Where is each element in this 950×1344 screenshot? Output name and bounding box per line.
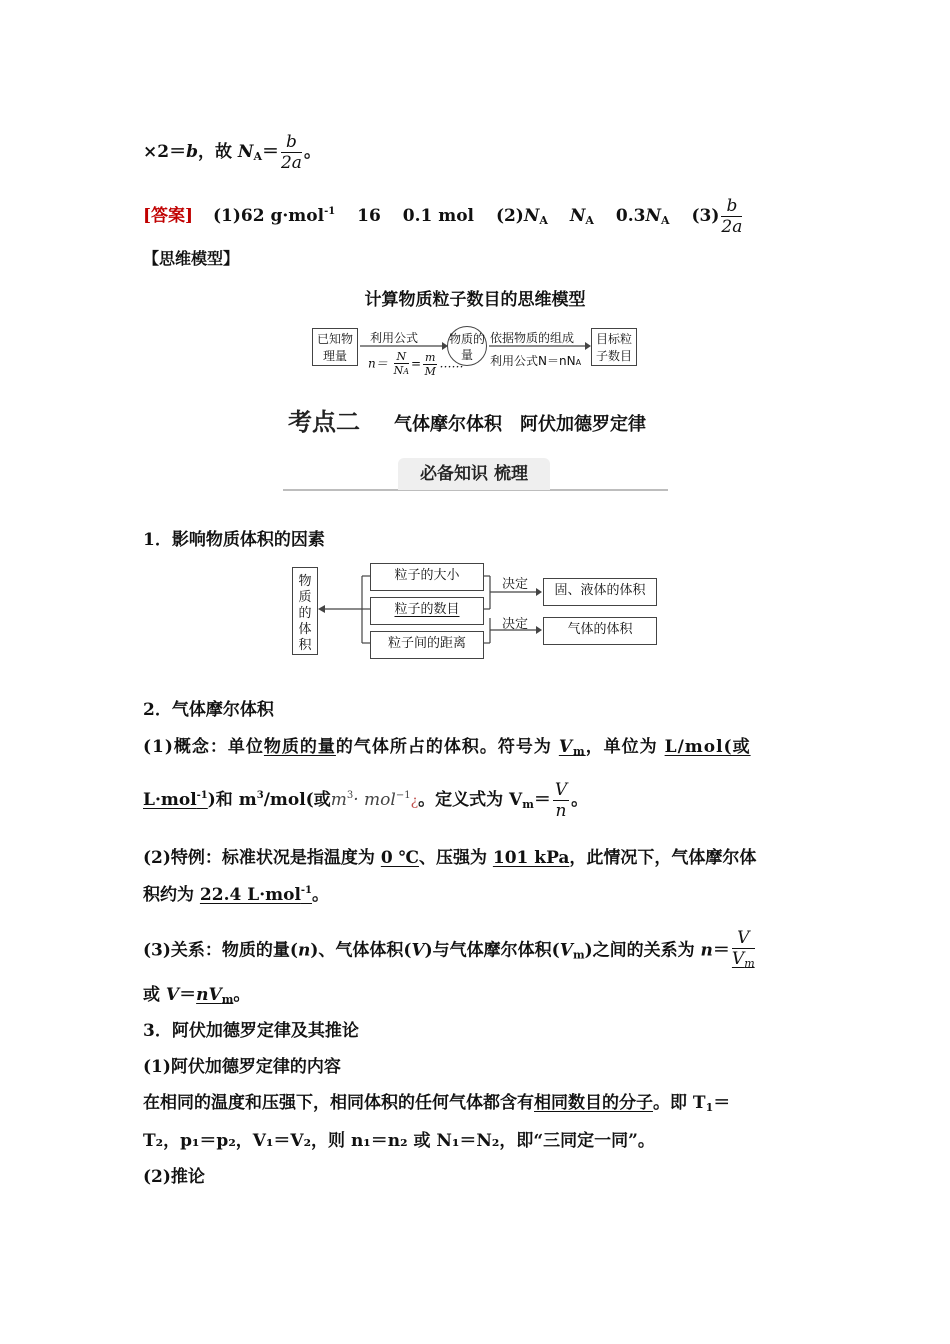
matter-volume-box: 物质的体积 xyxy=(292,567,318,655)
banner-text: 必备知识 梳理 xyxy=(398,458,550,490)
formula: n＝ $\frac{N}{NA}$ = $\frac{m}{M}$ …… xyxy=(368,350,464,378)
factor-size-box: 粒子的大小 xyxy=(370,563,484,591)
answer-tag: [答案] xyxy=(143,206,194,226)
decide-label-2: 决定 xyxy=(502,617,529,632)
section-label: 考点二 xyxy=(288,408,360,436)
s3-law-line: 在相同的温度和压强下，相同体积的任何气体都含有相同数目的分子。即 $T_1=$ xyxy=(143,1093,731,1114)
arrow1-label: 利用公式 xyxy=(370,331,419,345)
s1-heading: 1．影响物质体积的因素 xyxy=(143,530,325,550)
arrow2-label-bottom: 利用公式N＝nNA xyxy=(490,354,582,368)
target-particle-box: 目标粒子数目 xyxy=(591,328,637,366)
s3-heading: 3．阿伏加德罗定律及其推论 xyxy=(143,1021,359,1041)
s3-sub2: (2)推论 xyxy=(143,1167,205,1187)
solid-liquid-volume-box: 固、液体的体积 xyxy=(543,578,657,606)
s2-special-line: (2)特例：标准状况是指温度为 0 ℃、压强为 101 kPa，此情况下，气体摩尔体 xyxy=(143,848,757,868)
s3-sub1: (1)阿伏加德罗定律的内容 xyxy=(143,1057,341,1077)
arrow2 xyxy=(487,340,591,352)
thinking-model-tag: 【思维模型】 xyxy=(143,249,240,268)
s2-heading: 2．气体摩尔体积 xyxy=(143,700,274,720)
s2-relation-line: (3)关系：物质的量(n)、气体体积(V)与气体摩尔体积$(V_m)$之间的关系为 n＝ $\frac{V}{V_m}$ xyxy=(143,928,755,970)
factor-distance-box: 粒子间的距离 xyxy=(370,631,484,659)
gas-volume-box: 气体的体积 xyxy=(543,617,657,645)
answer-line: [答案] (1)62 g·mol$^{-1}$ 16 0.1 mol $(2)N_A$ $N_A$ $0.3N_A$ (3) $\frac{b}{2a}$ xyxy=(143,196,743,237)
top-formula-line: ×2＝b，故 $N_A=$ $\frac{b}{2a}$ 。 xyxy=(143,132,321,173)
fraction: $\frac{b}{2a}$ xyxy=(280,132,302,173)
thinking-model-title: 计算物质粒子数目的思维模型 xyxy=(364,290,586,310)
s2-concept-line: (1)概念：单位物质的量的气体所占的体积。符号为 $V_m$，单位为 L/mol(或 xyxy=(143,737,751,758)
arrow2-label-top: 依据物质的组成 xyxy=(490,331,575,345)
section-title: 气体摩尔体积 阿伏加德罗定律 xyxy=(394,414,646,435)
s3-law-line-2: T₂，p₁＝p₂，V₁＝V₂，则 n₁＝n₂ 或 N₁＝N₂，即“三同定一同”。 xyxy=(143,1131,655,1151)
s2-special-line-2: 积约为 22.4 L·mol$^{-1}$。 xyxy=(143,885,330,905)
decide-label-1: 决定 xyxy=(502,577,529,592)
s2-unit-line: L·mol$^{-1}$)和 $m^3/mol$(或$m^3\cdot$ mol$^{-1}$¿。定义式为 $V_m=$ $\frac{V}{n}$ 。 xyxy=(143,780,589,821)
factor-number-box: 粒子的数目 xyxy=(370,597,484,625)
known-quantity-box: 已知物理量 xyxy=(312,328,358,366)
amount-of-substance-circle: 物质的量 xyxy=(447,326,487,366)
s2-relation-line-2: 或 $V=nV_m$。 xyxy=(143,985,251,1006)
